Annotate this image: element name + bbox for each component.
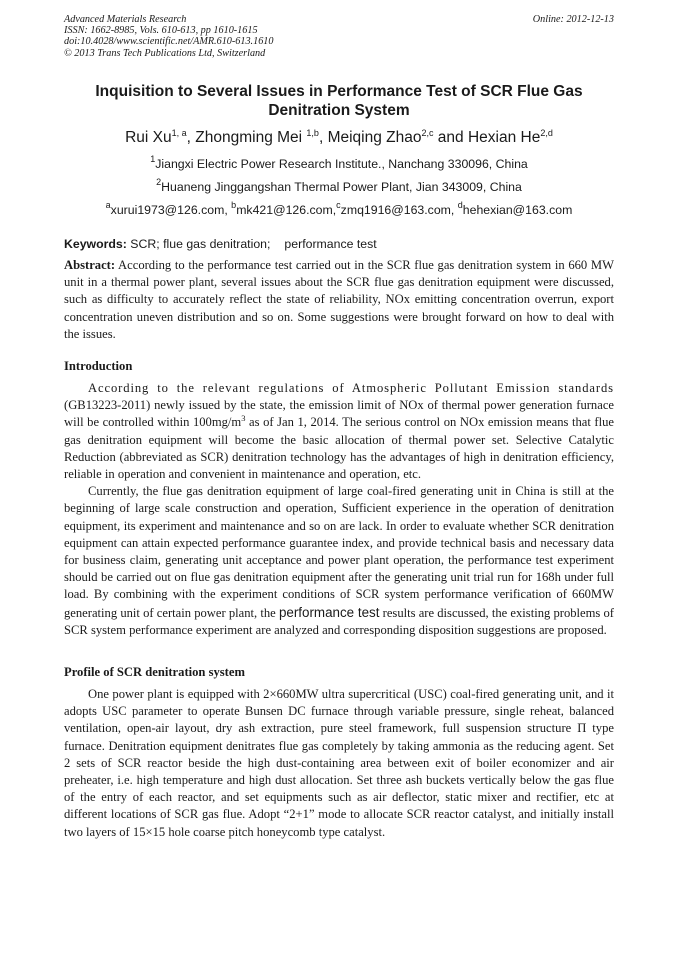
profile-section <box>64 686 614 841</box>
paragraph-text: as of Jan 1, 2014. The serious control on NOx emission means that flue gas denitration equipment will become the basic allocation of thermal power set. Selective Catalytic Reduction (abbreviated as SCR) denitration technology has the advantages of high in denitration efficiency, reliable in operation and convenient in maintenance and operation, etc. <box>64 415 615 482</box>
author-affiliation-mark: 2,c <box>421 128 434 138</box>
introduction-paragraph-1 <box>64 380 614 483</box>
profile-heading: Profile of SCR denitration system <box>64 665 245 679</box>
author-separator: , <box>318 129 328 146</box>
keyword-item: performance test <box>284 237 377 251</box>
email-mark: b <box>231 200 237 210</box>
author-name: Hexian He <box>467 129 541 146</box>
author-separator: , <box>186 129 196 146</box>
online-date: Online: 2012-12-13 <box>532 14 614 25</box>
author-name: Meiqing Zhao <box>327 129 422 146</box>
email-list <box>0 202 678 218</box>
paper-title: Inquisition to Several Issues in Performance Test of SCR Flue Gas Denitration System <box>95 83 583 119</box>
affiliation-text: Huaneng Jinggangshan Thermal Power Plant, Jian 343009, China <box>161 180 522 194</box>
issn-line: ISSN: 1662-8985, Vols. 610-613, pp 1610-1615 <box>64 25 258 37</box>
paragraph-text: Currently, the flue gas denitration equipment of large coal-fired generating unit in China is still at the beginning of large scale construction and operation, Sufficient experience in the operation of denitration equipment, its experiment and maintenance and so on are lack. In order to evaluate whether SCR denitration equipment can attain expected performance guarantee index, and provide technical basis and necessary data for business claim, generating unit acceptance and power plant operation, the performance test experiment should be carried out on flue gas denitration equipment after the generating unit trial run for 168h under full load. By combining with the experiment conditions of SCR system performance verification of 660MW generating unit of certain power plant, the <box>64 484 614 620</box>
paragraph-text: performance test <box>278 604 380 620</box>
author-affiliation-mark: 1,b <box>306 128 319 138</box>
email-address: mk421@126.com, <box>236 203 337 217</box>
email-address: xurui1973@126.com, <box>110 203 232 217</box>
keywords-line <box>64 236 377 252</box>
copyright-line: © 2013 Trans Tech Publications Ltd, Switzerland <box>64 47 266 59</box>
affiliation-1 <box>0 156 678 172</box>
keyword-item: SCR; flue gas denitration; <box>130 237 271 251</box>
author-name: Rui Xu <box>125 129 172 146</box>
author-separator: and <box>433 129 468 146</box>
affiliation-text: Jiangxi Electric Power Research Institute., Nanchang 330096, China <box>155 157 528 171</box>
author-name: Zhongming Mei <box>195 129 307 146</box>
author-list <box>0 128 678 148</box>
affiliation-2 <box>0 179 678 195</box>
abstract-text: According to the performance test carried out in the SCR flue gas denitration system in 660 MW unit in a thermal power plant, several issues about the SCR flue gas denitration equipment were discussed, such as difficulty to accurately reflect the state of reliability, NOx emitting concentration overrun, export concentration uneven distribution and so on. Some suggestions were brought forward on how to deal with the issues. <box>64 258 614 341</box>
profile-paragraph-1: One power plant is equipped with 2×660MW ultra supercritical (USC) coal-fired generating unit, and it adopts USC parameter to operate Bunsen DC furnace through variable pressure, single reheat, balanced ventilation, open-air layout, dry ash extraction, pure steel framework, full suspension structure Π type furnace. Denitration equipment denitrates flue gas completely by taking ammonia as the reducing agent. Set 2 sets of SCR reactor beside the high dust-containing area between exit of boiler economizer and air preheater, i.e. high temperature and high dust allocation. Set three ash buckets vertically below the gas flue of the entry of each reactor, and set equipments such as air deflector, static mixer and rectifier, etc at different locations of SCR gas flue. Adopt “2+1” mode to allocate SCR reactor catalyst, and initially install two layers of 15×15 hole coarse pitch honeycomb type catalyst. <box>64 687 614 839</box>
introduction-section <box>64 380 614 639</box>
email-mark: a <box>105 200 111 210</box>
email-mark: d <box>457 200 463 210</box>
keywords-label: Keywords: <box>64 237 127 251</box>
superscript: 3 <box>241 413 246 424</box>
running-header <box>64 14 614 59</box>
doi-line: doi:10.4028/www.scientific.net/AMR.610-613.1610 <box>64 36 274 48</box>
paragraph-text: (GB13223-2011) newly issued by the state, the emission limit of NOx of thermal power generation furnace will be controlled within 100mg/m <box>64 398 614 430</box>
paragraph-text: According to the relevant regulations of Atmospheric Pollutant Emission standards <box>88 381 614 395</box>
affiliation-mark: 2 <box>156 177 162 187</box>
affiliation-mark: 1 <box>150 154 156 164</box>
introduction-heading: Introduction <box>64 359 133 373</box>
author-affiliation-mark: 1, a <box>171 128 187 138</box>
abstract-label: Abstract: <box>64 258 116 272</box>
introduction-paragraph-2 <box>64 483 614 639</box>
abstract-paragraph <box>64 257 614 343</box>
journal-info <box>64 14 614 59</box>
email-mark: c <box>336 200 341 210</box>
author-affiliation-mark: 2,d <box>540 128 553 138</box>
email-address: zmq1916@163.com, <box>340 203 458 217</box>
paragraph-text: results are discussed, the existing problems of SCR system performance experiment are analyzed and corresponding disposition suggestions are proposed. <box>64 605 615 637</box>
journal-name: Advanced Materials Research <box>64 14 187 25</box>
email-address: hehexian@163.com <box>462 203 573 217</box>
